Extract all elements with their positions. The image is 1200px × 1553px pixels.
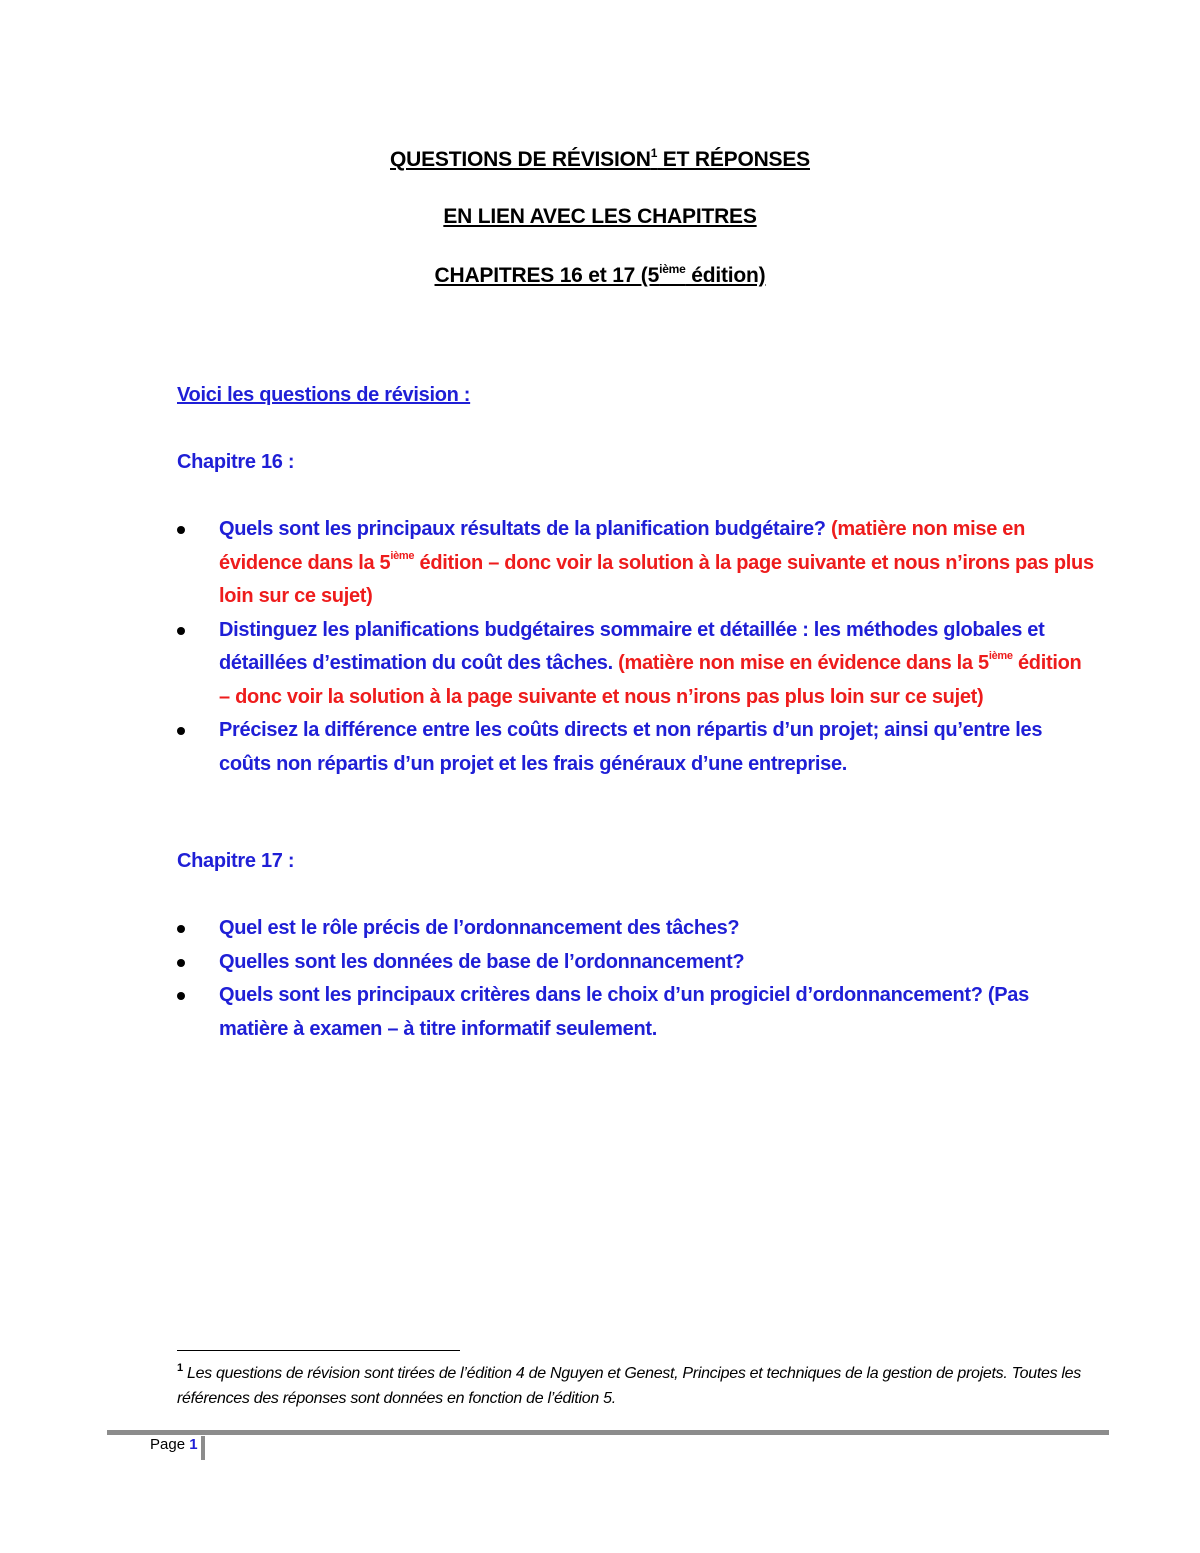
note-text-start: (matière non mise en évidence dans la 5: [618, 652, 989, 674]
list-item: [177, 614, 1097, 715]
title-line-1-text: QUESTIONS DE RÉVISION: [390, 148, 651, 171]
bullet-icon: [177, 925, 185, 933]
list-item: [177, 714, 1097, 781]
title-line-2-text: EN LIEN AVEC LES CHAPITRES: [443, 205, 757, 228]
question-text: Précisez la différence entre les coûts directs et non répartis d’un projet; ainsi qu’entre les coûts non répartis d’un projet et les frais généraux d’une entreprise.: [219, 719, 1043, 775]
question-text: Distinguez les planifications budgétaires sommaire et détaillée : les méthodes globales et détaillées d’estimation du coût des tâches.: [219, 618, 1045, 674]
list-item: [177, 946, 1097, 980]
title-line-3-end: édition): [685, 264, 766, 287]
footer-separator: [201, 1436, 205, 1460]
title-footnote-ref: 1: [650, 146, 658, 160]
bullet-icon: [177, 959, 185, 967]
footnote: [177, 1361, 1087, 1411]
footnote-marker: 1: [177, 1362, 183, 1374]
question-text: Quel est le rôle précis de l’ordonnancement des tâches?: [219, 917, 740, 939]
list-item: [177, 912, 1097, 946]
note-sup: ième: [988, 650, 1013, 662]
chapter-17-heading: Chapitre 17 :: [177, 850, 295, 872]
list-item: [177, 979, 1097, 1046]
footnote-separator: [177, 1350, 460, 1351]
page-footer: [150, 1436, 198, 1453]
intro-heading: Voici les questions de révision :: [177, 384, 471, 406]
title-line-2: [0, 205, 1200, 229]
bullet-icon: [177, 727, 185, 735]
note-text-end: édition – donc voir la solution à la page suivante et nous n’irons pas plus loin sur ce sujet): [219, 652, 1082, 708]
note-text-start: (matière non mise en évidence dans la 5: [219, 518, 1026, 574]
question-text: Quelles sont les données de base de l’ordonnancement?: [219, 950, 745, 973]
note-sup: ième: [390, 549, 415, 562]
bullet-icon: [177, 992, 185, 1000]
chapter-16-questions: [177, 513, 1097, 781]
question-text: Quels sont les principaux résultats de la planification budgétaire?: [219, 518, 831, 540]
title-line-1-end: ET RÉPONSES: [657, 148, 810, 171]
footnote-text: Les questions de révision sont tirées de l’édition 4 de Nguyen et Genest, Principes et techniques de la gestion de projets. Toutes les références des réponses sont données en fonction de l’édition 5.: [177, 1365, 1081, 1407]
page-label: Page: [150, 1436, 190, 1453]
chapter-17-questions: [177, 912, 1097, 1046]
title-line-3-text: CHAPITRES 16 et 17 (5: [434, 264, 660, 287]
bullet-icon: [177, 526, 185, 534]
page-number: 1: [189, 1436, 198, 1453]
chapter-16-heading: Chapitre 16 :: [177, 451, 295, 473]
bullet-icon: [177, 627, 185, 635]
footer-rule: [107, 1430, 1109, 1435]
title-line-1: [0, 146, 1200, 172]
note-text-end: édition – donc voir la solution à la page suivante et nous n’irons pas plus loin sur ce sujet): [219, 551, 1094, 607]
list-item: [177, 513, 1097, 614]
title-line-3: [0, 262, 1200, 288]
title-line-3-sup: ième: [659, 262, 686, 276]
question-text: Quels sont les principaux critères dans le choix d’un progiciel d’ordonnancement? (Pas matière à examen – à titre informatif seulement.: [219, 984, 1029, 1040]
